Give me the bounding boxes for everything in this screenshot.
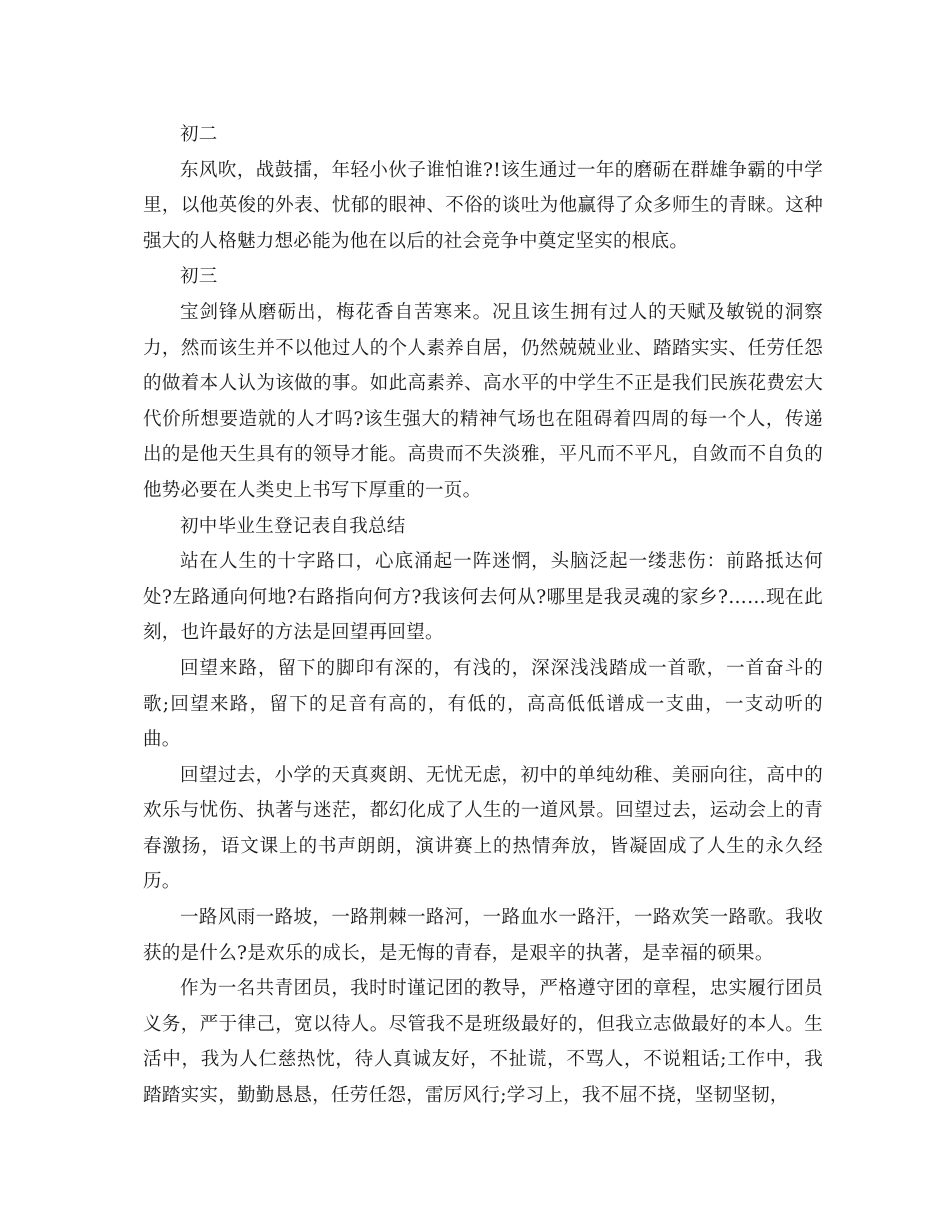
paragraph-grade-three-comment: 宝剑锋从磨砺出，梅花香自苦寒来。况且该生拥有过人的天赋及敏锐的洞察力，然而该生并不以他过人的个人素养自居，仍然兢兢业业、踏踏实实、任劳任怨的做着本人认为该做的事。如此高素养、高水平的中学生不正是我们民族花费宏大代价所想要造就的人才吗?该生强大的精神气场也在阻碍着四周的每一个人，传递出的是他天生具有的领导才能。高贵而不失淡雅，平凡而不平凡，自敛而不自负的他势必要在人类史上书写下厚重的一页。 <box>143 301 823 501</box>
paragraph-grade-two-comment: 东风吹，战鼓擂，年轻小伙子谁怕谁?!该生通过一年的磨砺在群雄争霸的中学里，以他英俊的外表、忧郁的眼神、不俗的谈吐为他赢得了众多师生的青睐。这种强大的人格魅力想必能为他在以后的社会竞争中奠定坚实的根底。 <box>143 159 823 252</box>
heading-grade-two: 初二 <box>180 124 218 145</box>
paragraph-journey: 一路风雨一路坡，一路荆棘一路河，一路血水一路汗，一路欢笑一路歌。我收获的是什么?是欢乐的成长，是无悔的青春，是艰辛的执著，是幸福的硕果。 <box>143 907 823 964</box>
paragraph-looking-back-path: 回望来路，留下的脚印有深的，有浅的，深深浅浅踏成一首歌，一首奋斗的歌;回望来路，留下的足音有高的，有低的，高高低低谱成一支曲，一支动听的曲。 <box>143 657 823 751</box>
document-body <box>143 117 823 1114</box>
paragraph-league-member: 作为一名共青团员，我时时谨记团的教导，严格遵守团的章程，忠实履行团员义务，严于律己，宽以待人。尽管我不是班级最好的，但我立志做最好的本人。生活中，我为人仁慈热忱，待人真诚友好，不扯谎，不骂人，不说粗话;工作中，我踏踏实实，勤勤恳恳，任劳任怨，雷厉风行;学习上，我不屈不挠，坚韧坚韧， <box>143 978 823 1107</box>
heading-self-summary: 初中毕业生登记表自我总结 <box>180 515 406 537</box>
heading-grade-three: 初三 <box>180 266 218 288</box>
paragraph-crossroads: 站在人生的十字路口，心底涌起一阵迷惘，头脑泛起一缕悲伤：前路抵达何处?左路通向何地?右路指向何方?我该何去何从?哪里是我灵魂的家乡?……现在此刻，也许最好的方法是回望再回望。 <box>143 551 823 644</box>
paragraph-looking-back-past: 回望过去，小学的天真爽朗、无忧无虑，初中的单纯幼稚、美丽向往，高中的欢乐与忧伤、执著与迷茫，都幻化成了人生的一道风景。回望过去，运动会上的青春激扬，语文课上的书声朗朗，演讲赛上的热情奔放，皆凝固成了人生的永久经历。 <box>143 764 823 893</box>
